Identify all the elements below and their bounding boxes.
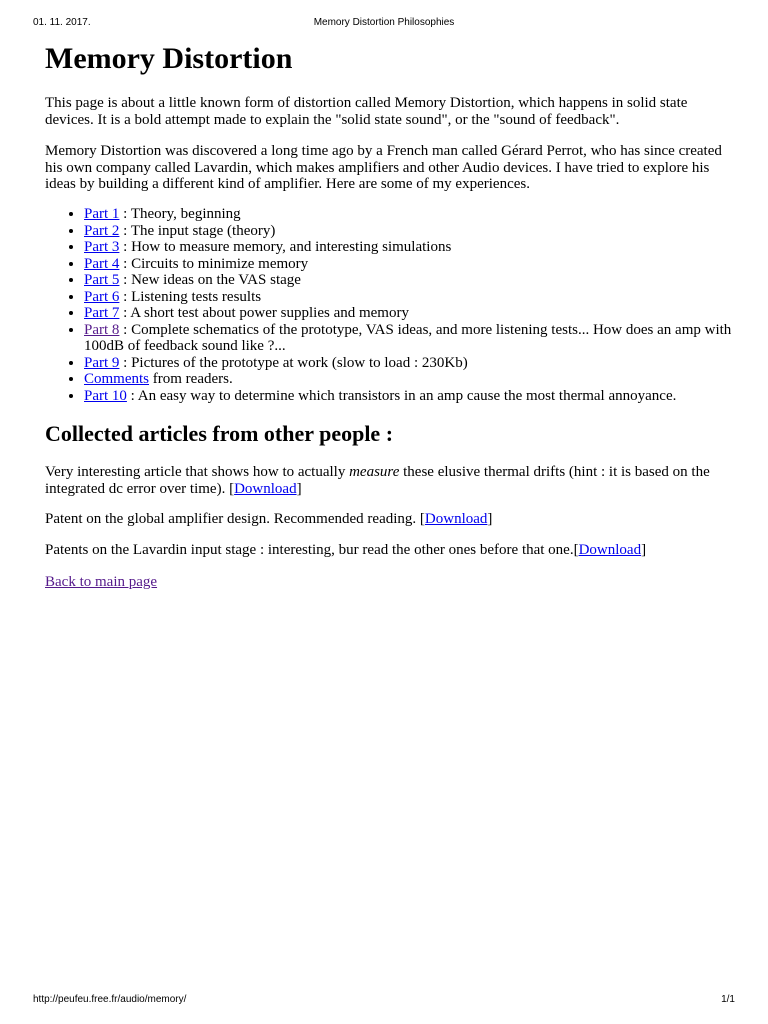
- parts-list: [45, 206, 735, 404]
- part-1-description: : Theory, beginning: [119, 206, 241, 222]
- article-1-text: Very interesting article that shows how to actually: [45, 464, 350, 480]
- comments-link[interactable]: Comments: [84, 371, 150, 387]
- part-8-description: : Complete schematics of the prototype, VAS ideas, and more listening tests... How does an amp with 100dB of feedback sound like ?...: [84, 321, 732, 354]
- back-paragraph: [45, 574, 735, 591]
- part-9-description: : Pictures of the prototype at work (slow to load : 230Kb): [119, 354, 468, 371]
- part-6-description: : Listening tests results: [119, 288, 262, 305]
- print-date: 01. 11. 2017.: [33, 17, 91, 28]
- article-1-text-cont: these elusive thermal drifts (hint : it is based on the integrated dc error over time). [: [45, 464, 710, 497]
- print-title: Memory Distortion Philosophies: [313, 17, 455, 28]
- list-item: [84, 322, 735, 355]
- list-item: [84, 305, 735, 322]
- list-item: [84, 289, 735, 306]
- article-paragraph: [45, 464, 735, 497]
- article-2-text: Patent on the global amplifier design. Recommended reading. [: [45, 511, 425, 527]
- article-1-close: ]: [296, 480, 302, 497]
- print-url: http://peufeu.free.fr/audio/memory/: [33, 994, 187, 1005]
- list-item: [84, 223, 735, 240]
- part-10-link[interactable]: Part 10: [84, 387, 127, 404]
- list-item: [84, 272, 735, 289]
- part-9-link[interactable]: Part 9: [84, 354, 120, 371]
- part-4-link[interactable]: Part 4: [84, 255, 120, 272]
- part-2-description: : The input stage (theory): [119, 222, 276, 239]
- history-paragraph: Memory Distortion was discovered a long time ago by a French man called Gérard Perrot, who has since created his own company called Lavardin, which makes amplifiers and other Audio devices. I have tried to explore his ideas by building a different kind of amplifier. Here are some of my experiences.: [45, 143, 722, 192]
- article-paragraph: [45, 511, 735, 528]
- article-3-download-link[interactable]: Download: [578, 542, 642, 558]
- article-3-text: Patents on the Lavardin input stage : interesting, bur read the other ones before that one.[: [45, 542, 579, 558]
- list-item: [84, 206, 735, 223]
- part-7-link[interactable]: Part 7: [84, 305, 120, 321]
- article-1-download-link[interactable]: Download: [234, 480, 297, 497]
- list-item: [84, 371, 735, 388]
- articles-heading: Collected articles from other people :: [45, 421, 394, 446]
- comments-description: from readers.: [149, 371, 233, 387]
- part-1-link[interactable]: Part 1: [84, 206, 120, 222]
- article-paragraph: [45, 542, 735, 559]
- page-title: Memory Distortion: [45, 42, 293, 75]
- part-7-description: : A short test about power supplies and memory: [119, 305, 409, 321]
- article-2-download-link[interactable]: Download: [424, 511, 488, 527]
- article-2-close: ]: [487, 511, 493, 527]
- part-3-description: : How to measure memory, and interesting simulations: [119, 239, 452, 255]
- list-item: [84, 388, 735, 405]
- intro-paragraph: This page is about a little known form of distortion called Memory Distortion, which happens in solid state devices. It is a bold attempt made to explain the "solid state sound", or the "sound of feedback".: [45, 95, 688, 128]
- part-6-link[interactable]: Part 6: [84, 288, 120, 305]
- part-2-link[interactable]: Part 2: [84, 222, 120, 239]
- part-4-description: : Circuits to minimize memory: [119, 255, 309, 272]
- article-1-emphasis: measure: [349, 464, 400, 480]
- list-item: [84, 256, 735, 273]
- part-3-link[interactable]: Part 3: [84, 239, 120, 255]
- back-to-main-link[interactable]: Back to main page: [45, 574, 158, 590]
- article-3-close: ]: [641, 542, 647, 558]
- list-item: [84, 355, 735, 372]
- print-page-number: 1/1: [721, 994, 735, 1005]
- list-item: [84, 239, 735, 256]
- part-8-link[interactable]: Part 8: [84, 321, 120, 338]
- part-10-description: : An easy way to determine which transistors in an amp cause the most thermal annoyance.: [126, 387, 677, 404]
- part-5-description: : New ideas on the VAS stage: [119, 272, 301, 288]
- part-5-link[interactable]: Part 5: [84, 272, 120, 288]
